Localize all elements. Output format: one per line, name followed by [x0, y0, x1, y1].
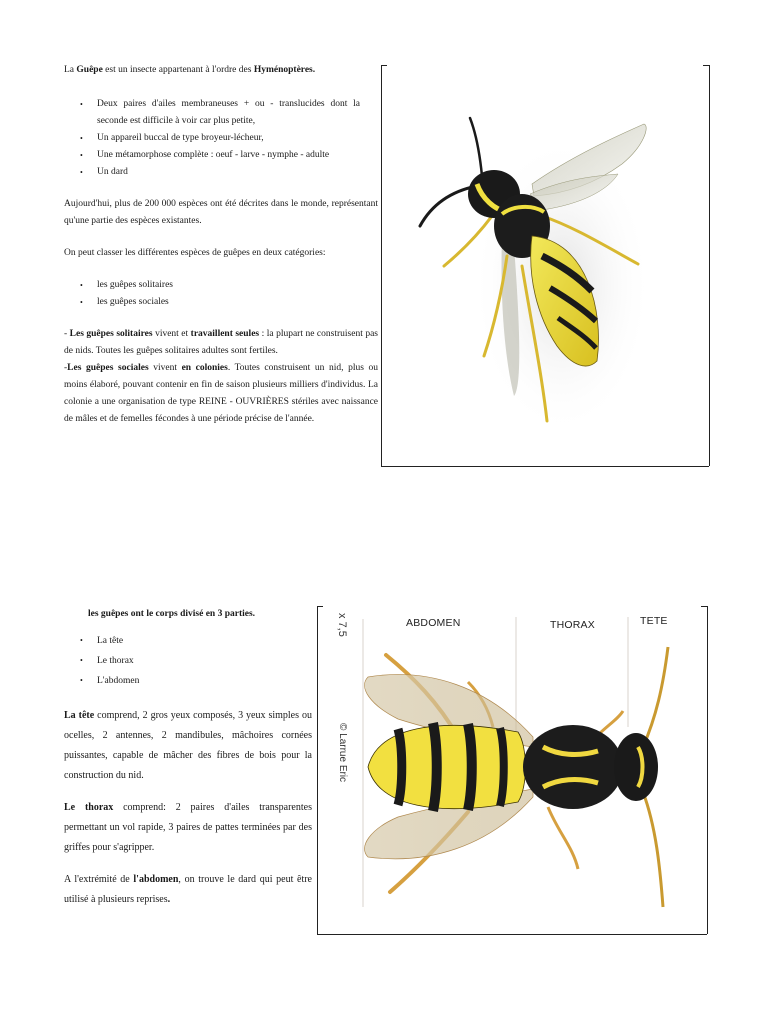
- anatomy-heading: [64, 606, 312, 623]
- social-paragraph: [64, 360, 378, 428]
- abdomen-text-2: , on trouve le dard qui peut être utilisé à plusieurs reprises: [64, 874, 312, 905]
- anatomy-heading-text: les guêpes ont le corps divisé en 3 parties.: [88, 609, 256, 619]
- anatomy-diagram-frame: [317, 607, 707, 935]
- social-text-2: vivent: [148, 363, 182, 373]
- solitary-text-3: : la plupart ne construisent pas de nids. Toutes les guêpes solitaires adultes sont fertiles.: [64, 329, 378, 356]
- anatomy-section: [64, 606, 312, 910]
- species-paragraph: Aujourd'hui, plus de 200 000 espèces ont été décrites dans le monde, représentant qu'une partie des espèces existantes.: [64, 199, 378, 226]
- scale-label: x 7,5: [336, 613, 348, 637]
- thorax-bold: Le thorax: [64, 802, 114, 813]
- social-bold-2: en colonies: [181, 363, 228, 373]
- solitary-text: -: [64, 329, 70, 339]
- frame-right-edge: [709, 66, 710, 466]
- list-item: • L'abdomen: [64, 671, 312, 691]
- head-paragraph: [64, 706, 312, 786]
- social-text-3: . Toutes construisent un nid, plus ou moins élaboré, pouvant contenir en fin de saison plusieurs milliers d'individus. La colonie a une organisation de type REINE - OUVRIÈRES stériles avec naissance de mâles et de femelles fécondes à une période précise de l'année.: [64, 363, 378, 424]
- social-bold: Les guêpes sociales: [67, 363, 149, 373]
- parts-list: [64, 631, 312, 691]
- frame-right-edge: [707, 607, 708, 934]
- wasp-photo-frame: [381, 66, 709, 467]
- list-item: • Un appareil buccal de type broyeur-lécheur,: [64, 130, 360, 147]
- intro-bold-guepe: Guêpe: [76, 65, 103, 75]
- list-item: • les guêpes sociales: [64, 294, 378, 311]
- classify-paragraph: On peut classer les différentes espèces de guêpes en deux catégories:: [64, 248, 326, 258]
- head-bold: La tête: [64, 710, 95, 721]
- wasp-anatomy-photo: [318, 607, 707, 934]
- abdomen-bold: l'abdomen: [133, 874, 179, 885]
- intro-paragraph: [64, 62, 378, 79]
- solitary-bold: Les guêpes solitaires: [69, 329, 153, 339]
- traits-list: [64, 96, 378, 181]
- solitary-paragraph: [64, 326, 378, 360]
- thorax-paragraph: [64, 798, 312, 858]
- solitary-bold-2: travaillent seules: [190, 329, 260, 339]
- photo-credit: © Larrue Eric: [337, 723, 348, 783]
- intro-bold-order: Hyménoptères.: [253, 65, 316, 75]
- categories-list: [64, 277, 378, 311]
- abdomen-paragraph: [64, 870, 312, 910]
- social-text: -: [64, 363, 68, 373]
- intro-text: La: [64, 65, 77, 75]
- solitary-text-2: vivent et: [152, 329, 191, 339]
- list-item: • La tête: [64, 631, 312, 651]
- intro-text-2: est un insecte appartenant à l'ordre des: [102, 65, 254, 75]
- list-item: • Le thorax: [64, 651, 312, 671]
- list-item: • Deux paires d'ailes membraneuses + ou - translucides dont la seconde est difficile à voir car plus petite,: [64, 96, 360, 130]
- abdomen-bold-2: .: [167, 894, 171, 905]
- head-text: comprend, 2 gros yeux composés, 3 yeux simples ou ocelles, 2 antennes, 2 mandibules, mâchoires cornées puissantes, capable de mâcher des fibres de bois pour la construction du nid.: [64, 710, 312, 781]
- abdomen-text: A l'extrémité de: [64, 874, 134, 885]
- list-item: • les guêpes solitaires: [64, 277, 378, 294]
- head-label: TETE: [640, 615, 668, 627]
- list-item: • Une métamorphose complète : oeuf - larve - nymphe - adulte: [64, 147, 360, 164]
- intro-section: [64, 62, 378, 428]
- thorax-label: THORAX: [550, 619, 595, 631]
- wasp-photo: [382, 66, 709, 466]
- thorax-text: comprend: 2 paires d'ailes transparentes permettant un vol rapide, 3 paires de pattes terminées par des griffes pour s'agripper.: [64, 802, 312, 853]
- list-item: • Un dard: [64, 164, 360, 181]
- abdomen-label: ABDOMEN: [406, 617, 461, 629]
